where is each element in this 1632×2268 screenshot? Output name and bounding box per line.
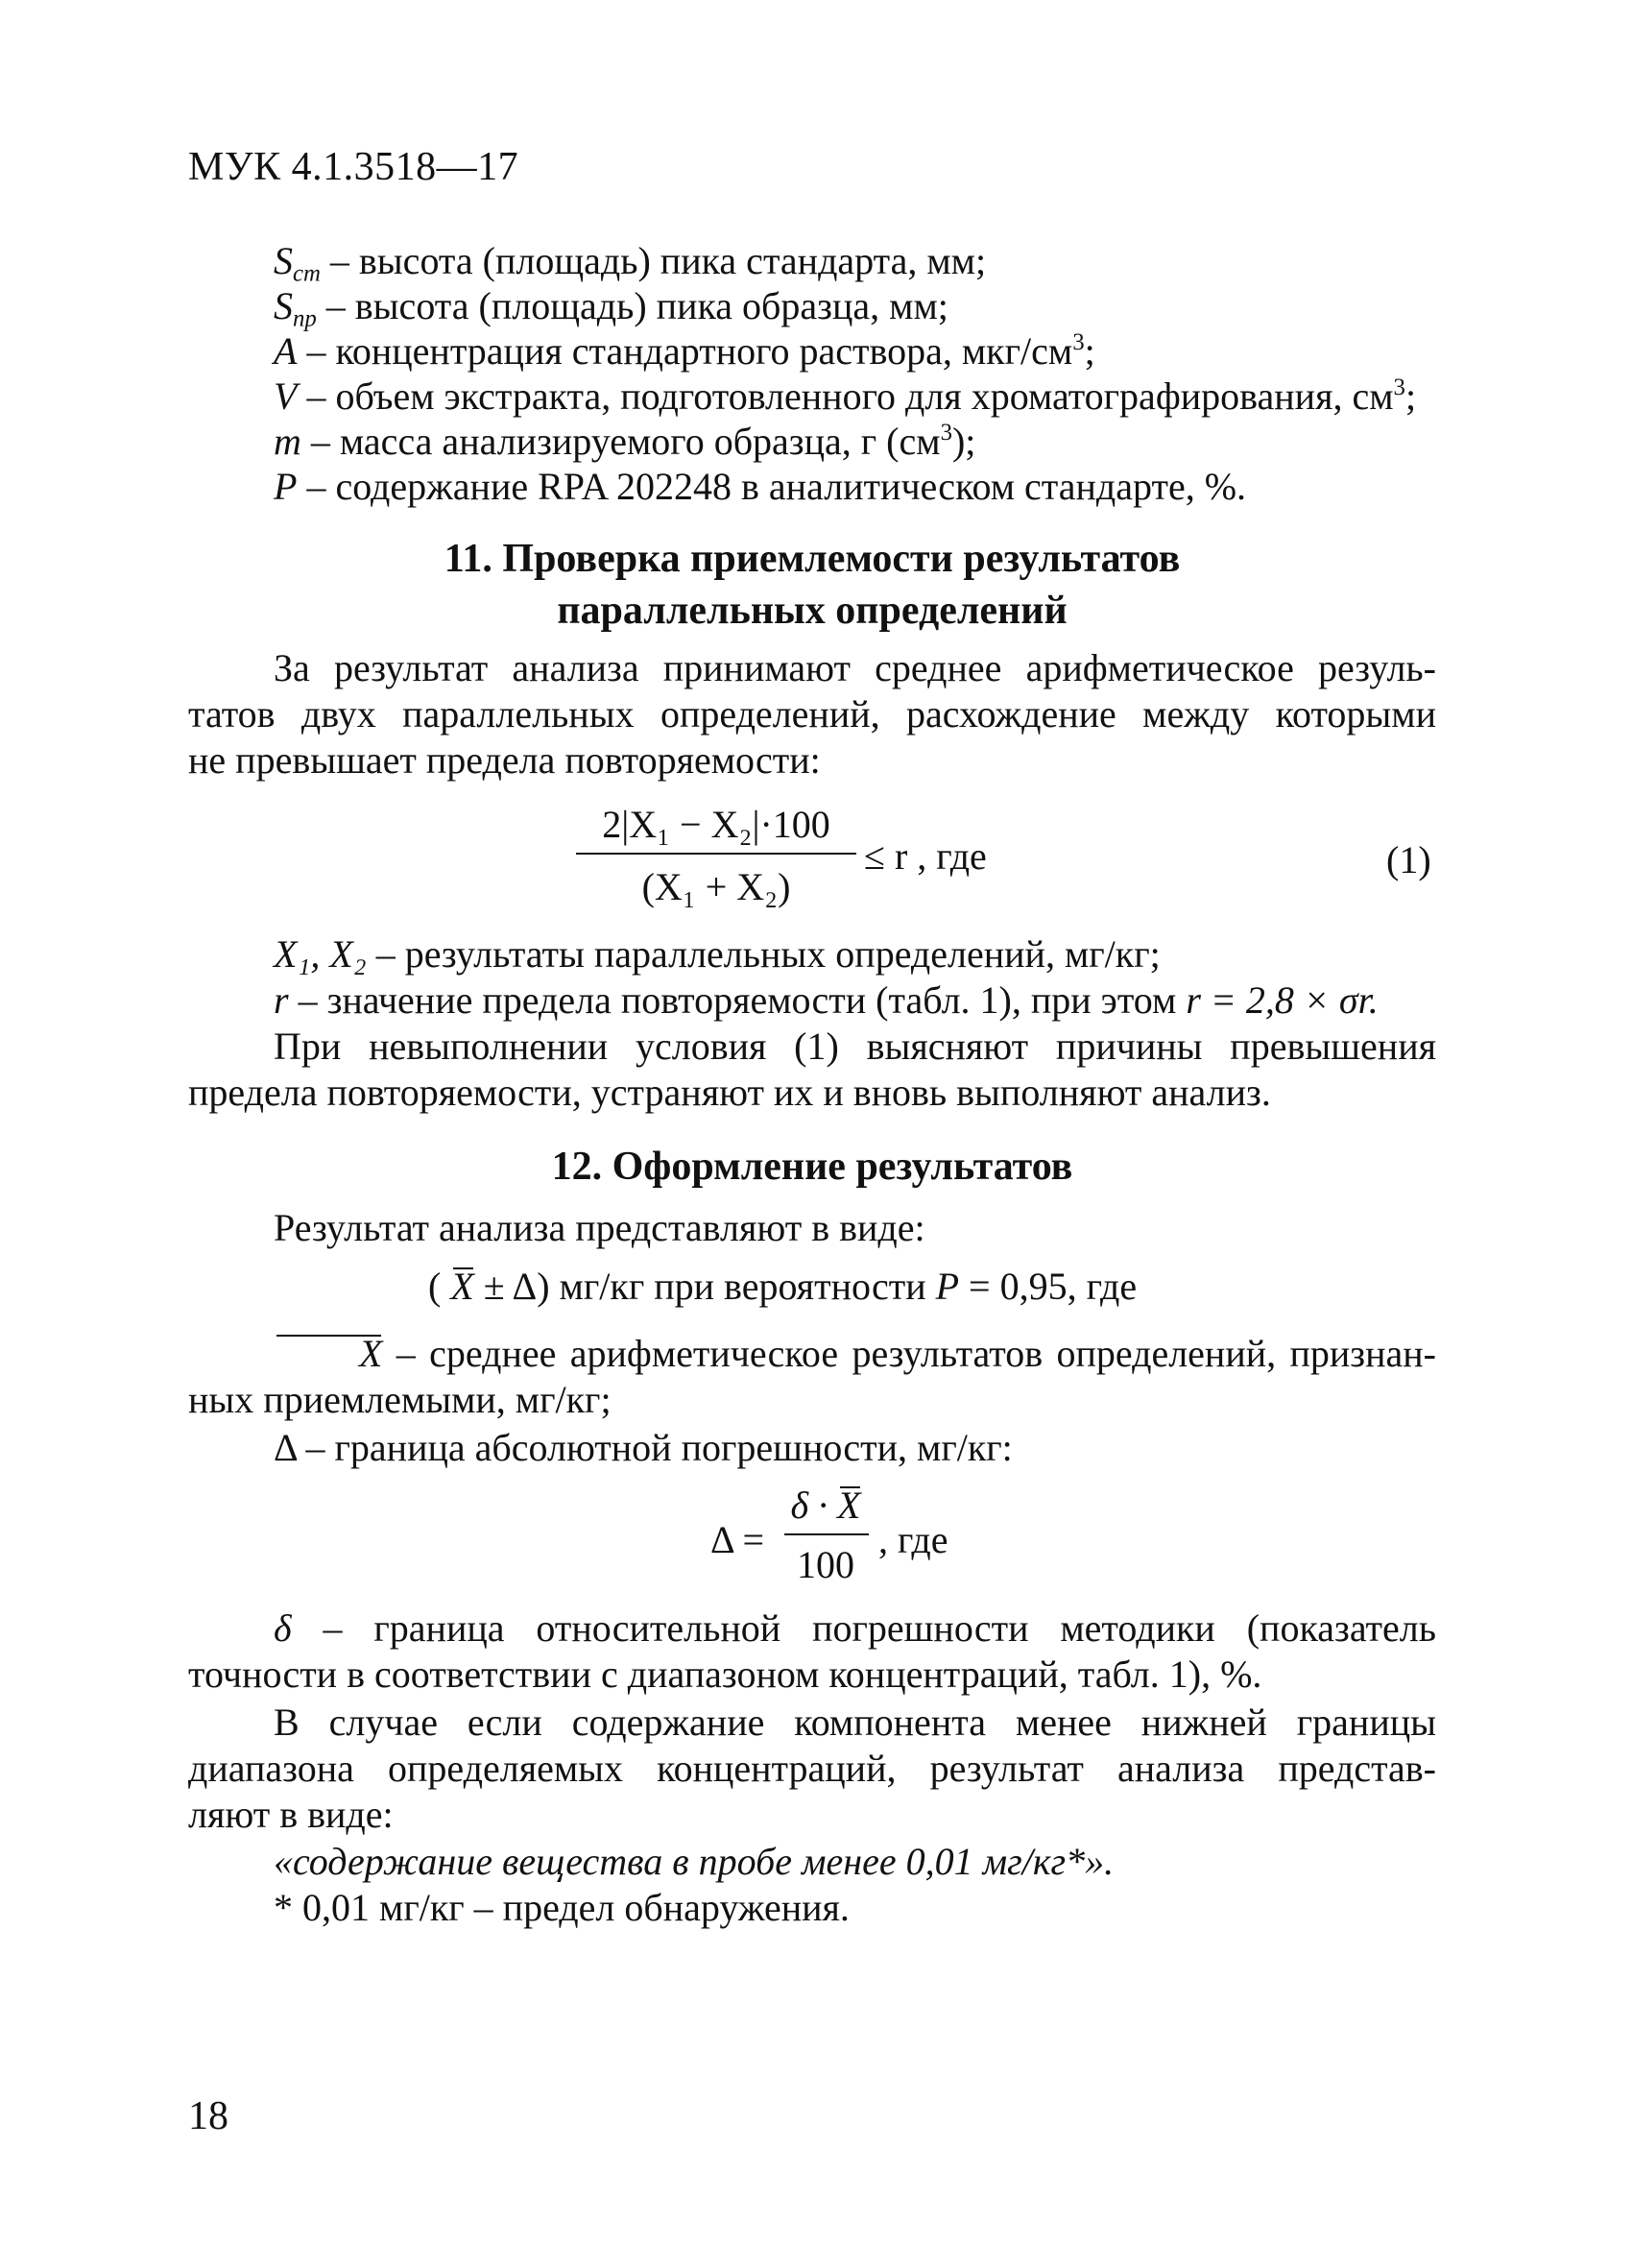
variable-definitions [274,238,1416,509]
page-number: 18 [188,2094,228,2138]
definition-small-delta: δ – граница относительной погрешности методики (показатель точности в соответствии с диапазоном концентраций, табл. 1), %. [188,1606,1436,1696]
result-quote: «содержание вещества в пробе менее 0,01 мг/кг*». [274,1840,1115,1883]
definition-a: A – концентрация стандартного раствора, мкг/$см^3$; [274,329,1095,373]
formula-2-tail: , где [878,1518,948,1561]
definition-x-bar: X – среднее арифметическое результатов определений, признан- ных приемлемыми, мг/кг; [188,1332,1436,1421]
definition-p: P – содержание RPA 202248 в аналитическом стандарте, %. [274,465,1247,508]
low-concentration-paragraph: В случае если содержание компонента менее нижней границы диапазона определяемых концентраций, результат анализа представ- ляют в виде: [188,1701,1436,1836]
definition-delta: Δ – граница абсолютной погрешности, мг/кг: [274,1426,1013,1469]
formula-2-numerator: δ · X [790,1484,861,1527]
section-12-intro: Результат анализа представляют в виде: [274,1206,925,1249]
definition-r: r – значение предела повторяемости (табл. 1), при этом r = 2,8 × σr. [274,978,1379,1022]
formula-2-fraction-bar [784,1533,869,1535]
formula-1-number: (1) [1386,838,1431,881]
formula-1-relation: ≤ r , где [864,834,987,878]
section-12-title: 12. Оформление результатов [551,1145,1073,1189]
formula-1-fraction-bar [576,853,856,855]
formula-1-denominator: (X₁ + X₂) [641,865,791,908]
section-11-title: 11. Проверка приемлемости результатов параллельных определений [444,537,1181,633]
formula-1-numerator: 2|X₁ − X₂|·100 [602,803,830,846]
footnote: * 0,01 мг/кг – предел обнаружения. [274,1886,850,1929]
definition-s-st: $S_{ст}$ – высота (площадь) пика стандарта, мм; [274,239,987,287]
result-form: ( X ± Δ) мг/кг при вероятности P = 0,95, где [428,1265,1138,1308]
section-11-paragraph: За результат анализа принимают среднее арифметическое резуль- татов двух параллельных определений, расхождение между которыми не превышает предела повторяемости: [188,646,1436,782]
document-header: МУК 4.1.3518—17 [188,145,519,189]
formula-2-denominator: 100 [797,1543,854,1586]
definition-v: V – объем экстракта, подготовленного для хроматографирования, $см^3$; [274,374,1417,418]
definition-s-pr: $S_{пр}$ – высота (площадь) пика образца, мм; [274,284,948,332]
formula-2-lhs: Δ = [710,1518,765,1561]
definition-x1-x2: X₁, X₂ – результаты параллельных определений, мг/кг; [274,932,1161,976]
definition-m: m – масса анализируемого образца, г $(см^3)$; [274,420,976,463]
section-11-definitions: X₁, X₂ – результаты параллельных определений, мг/кг; r – значение предела повторяемости (табл. 1), при этом r = 2,8 × σr. При невыполнении условия (1) выясняют причины превышения предела повторяемости, устраняют их и вновь выполняют анализ. [188,932,1436,1114]
